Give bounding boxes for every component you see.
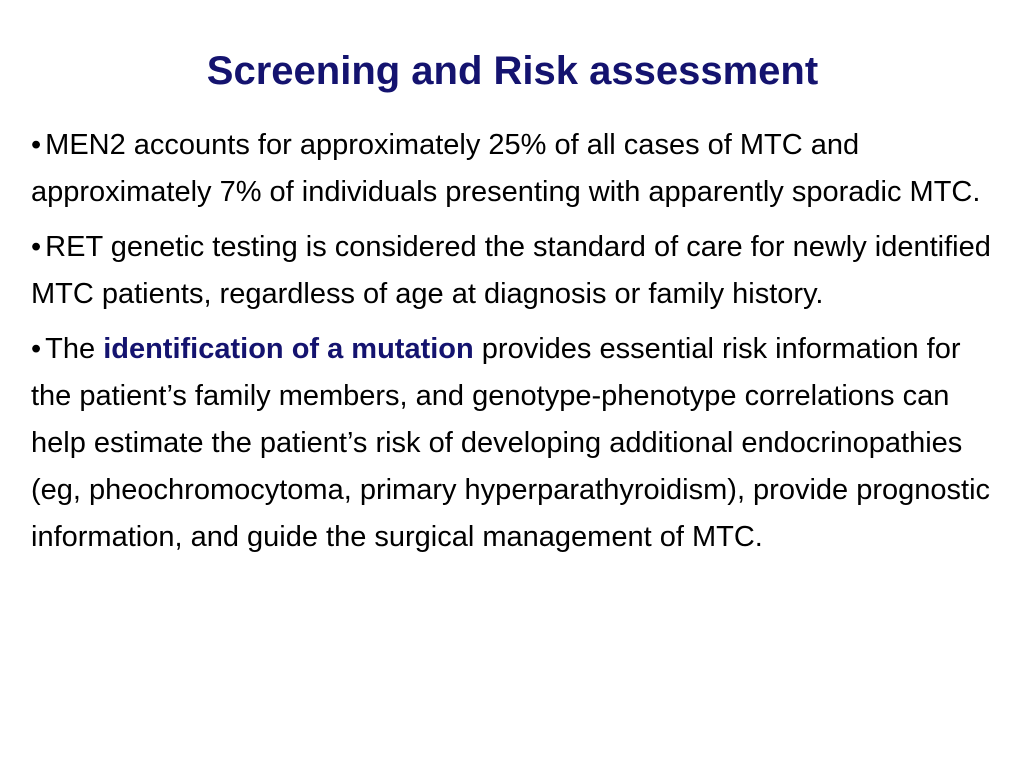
slide-title: Screening and Risk assessment (206, 49, 819, 93)
bullet-text: RET genetic testing is considered the standard of care for newly identified MTC patients, regardless of age at diagnosis or family history. (31, 231, 991, 310)
bullet-marker: • (31, 231, 42, 263)
bullet-text: MEN2 accounts for approximately 25% of all cases of MTC and approximately 7% of individuals presenting with apparently sporadic MTC. (31, 129, 981, 208)
bullet-men2-prevalence (31, 122, 994, 216)
bullet-marker: • (31, 129, 42, 161)
bullet-marker: • (31, 333, 42, 365)
bullet-mutation-identification (31, 326, 994, 561)
bullet-text-after: provides essential risk information for the patient’s family members, and genotype-phenotype correlations can help estimate the patient’s risk of developing additional endocrinopathies (eg, pheochromocytoma, primary hyperparathyroidism), provide prognostic information, and guide the surgical management of MTC. (31, 333, 991, 553)
bullet-highlight-text: identification of a mutation (103, 333, 474, 365)
bullet-text-before: The (45, 333, 104, 365)
bullet-list (31, 122, 994, 561)
bullet-ret-testing (31, 224, 994, 318)
